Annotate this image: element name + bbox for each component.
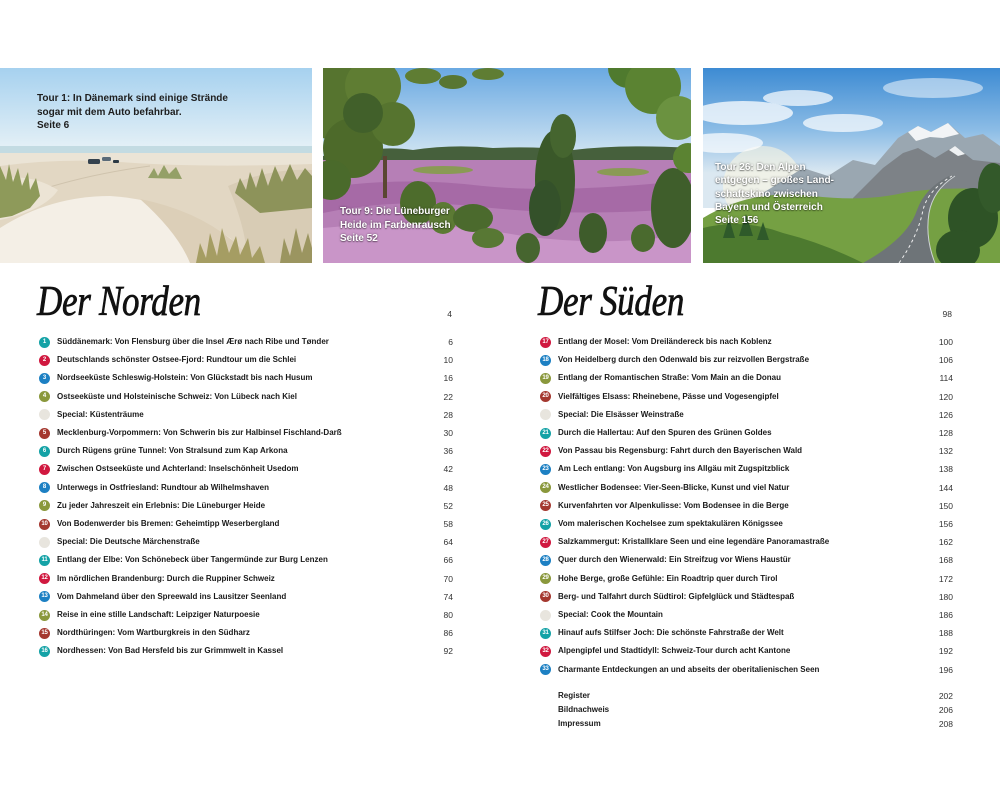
- car: [102, 157, 111, 161]
- toc-entry: [37, 442, 453, 460]
- caption-page-ref: Seite 52: [340, 233, 378, 244]
- entry-page-number: 106: [938, 355, 953, 366]
- tour-number-badge: 15: [39, 628, 50, 639]
- entry-title: Süddänemark: Von Flensburg über die Insel Ærø nach Ribe und Tønder: [57, 337, 329, 346]
- caption-page-ref: Seite 156: [715, 215, 759, 227]
- entry-page-number: 120: [938, 391, 953, 402]
- bush: [579, 213, 607, 253]
- entry-title: Mecklenburg-Vorpommern: Von Schwerin bis zur Halbinsel Fischland-Darß: [57, 428, 342, 437]
- entry-page-number: 114: [939, 373, 953, 384]
- tour-number-badge: 28: [540, 555, 551, 566]
- caption-line: Tour 9: Die Lüneburger: [340, 206, 450, 217]
- cloud: [803, 114, 883, 132]
- section-heading-sueden: Der Süden: [538, 278, 685, 325]
- tour-number-badge: 13: [39, 591, 50, 602]
- toc-entry: [538, 661, 953, 679]
- entry-page-number: 128: [938, 428, 953, 438]
- entry-page-number: 58: [443, 519, 453, 529]
- bush: [516, 233, 540, 263]
- toc-entry: [37, 570, 453, 588]
- toc-entry: [37, 333, 453, 351]
- toc-special-entry: [538, 606, 953, 624]
- photo-caption: [340, 205, 451, 246]
- entry-page-number: 138: [938, 464, 953, 475]
- entry-page-number: 22: [443, 391, 453, 402]
- tour-number-badge: 31: [540, 628, 551, 639]
- entry-page-number: 30: [443, 428, 453, 438]
- toc-appendix: [538, 689, 953, 731]
- caption-line: Tour 26: Den Alpen: [715, 162, 806, 173]
- entry-page-number: 66: [443, 555, 453, 566]
- entry-page-number: 100: [938, 337, 953, 347]
- toc-entry: [538, 351, 953, 369]
- toc-entry: [37, 515, 453, 533]
- tour-number-badge: 33: [540, 664, 551, 675]
- tour-number-badge: 11: [39, 555, 50, 566]
- photo-caption: [37, 92, 228, 133]
- toc-entry: [37, 424, 453, 442]
- tour-number-badge: 5: [39, 428, 50, 439]
- toc-entry: [538, 570, 953, 588]
- caption-line: Tour 1: In Dänemark sind einige Strände: [37, 93, 228, 104]
- toc-entry: [538, 551, 953, 569]
- entry-page-number: 208: [938, 719, 953, 729]
- caption-line: entgegen – großes Land-: [715, 175, 834, 187]
- entry-page-number: 28: [443, 409, 453, 420]
- entry-page-number: 192: [938, 646, 953, 657]
- entry-title: Zwischen Ostseeküste und Achterland: Inselschönheit Usedom: [57, 464, 299, 474]
- entry-title: Special: Die Deutsche Märchenstraße: [57, 537, 200, 547]
- toc-entry: [37, 479, 453, 497]
- toc-list-norden: [37, 333, 453, 663]
- bush: [631, 224, 655, 252]
- photo-beach-dunes: [0, 68, 312, 263]
- entry-title: Impressum: [558, 719, 601, 728]
- caption-line: schaftskino zwischen: [715, 188, 818, 200]
- toc-entry: [538, 624, 953, 642]
- section-page-number: 98: [942, 309, 952, 319]
- entry-title: Am Lech entlang: Von Augsburg ins Allgäu mit Zugspitzblick: [558, 464, 790, 474]
- entry-title: Berg- und Talfahrt durch Südtirol: Gipfelglück und Städtespaß: [558, 591, 795, 601]
- caption-line: sogar mit dem Auto befahrbar.: [37, 106, 182, 118]
- entry-title: Entlang der Mosel: Vom Dreiländereck bis nach Koblenz: [558, 337, 772, 346]
- entry-title: Von Passau bis Regensburg: Fahrt durch den Bayerischen Wald: [558, 446, 803, 456]
- entry-title: Unterwegs in Ostfriesland: Rundtour ab Wilhelmshaven: [57, 482, 269, 492]
- entry-page-number: 86: [443, 628, 453, 639]
- entry-title: Von Heidelberg durch den Odenwald bis zur reizvollen Bergstraße: [558, 355, 810, 365]
- entry-page-number: 6: [448, 337, 453, 347]
- tour-number-badge: 3: [39, 373, 50, 384]
- photo-alps-road: [703, 68, 1000, 263]
- grass-patch: [413, 166, 473, 174]
- toc-special-entry: [37, 533, 453, 551]
- tour-number-badge: 12: [39, 573, 50, 584]
- toc-entry: [538, 369, 953, 387]
- entry-page-number: 180: [938, 591, 953, 602]
- toc-entry: [538, 642, 953, 660]
- toc-entry: [37, 551, 453, 569]
- entry-title: Hohe Berge, große Gefühle: Ein Roadtrip quer durch Tirol: [558, 573, 778, 583]
- entry-title: Bildnachweis: [558, 705, 610, 714]
- tour-number-badge: 27: [540, 537, 551, 548]
- appendix-entry: [538, 717, 953, 731]
- tour-number-badge: 10: [39, 519, 50, 530]
- toc-entry: [37, 351, 453, 369]
- entry-page-number: 16: [443, 373, 453, 384]
- tour-number-badge: 32: [540, 646, 551, 657]
- tour-number-badge: 14: [39, 610, 50, 621]
- entry-page-number: 196: [938, 664, 953, 675]
- toc-entry: [538, 388, 953, 406]
- photo-caption: [715, 161, 834, 227]
- tour-number-badge: 21: [540, 428, 551, 439]
- entry-page-number: 42: [443, 464, 453, 475]
- tour-number-badge: 24: [540, 482, 551, 493]
- special-badge: [39, 409, 50, 420]
- juniper-top: [550, 114, 576, 158]
- entry-page-number: 80: [443, 610, 453, 620]
- entry-page-number: 186: [938, 610, 953, 620]
- entry-title: Durch Rügens grüne Tunnel: Von Stralsund zum Kap Arkona: [57, 446, 288, 456]
- entry-title: Vielfältiges Elsass: Rheinebene, Pässe und Vogesengipfel: [558, 391, 779, 401]
- cloud: [883, 78, 983, 98]
- appendix-entry: [538, 703, 953, 717]
- cloud: [763, 90, 833, 106]
- toc-entry: [538, 460, 953, 478]
- entry-title: Special: Küstenträume: [57, 409, 144, 419]
- entry-title: Im nördlichen Brandenburg: Durch die Ruppiner Schweiz: [57, 573, 275, 583]
- entry-title: Register: [558, 691, 591, 700]
- tour-number-badge: 30: [540, 591, 551, 602]
- car: [88, 159, 100, 164]
- tour-number-badge: 9: [39, 500, 50, 511]
- section-heading-norden: Der Norden: [37, 278, 201, 325]
- entry-page-number: 48: [443, 482, 453, 493]
- grass-patch: [597, 168, 649, 176]
- photo-heath: [323, 68, 691, 263]
- tour-number-badge: 16: [39, 646, 50, 657]
- toc-entry: [37, 606, 453, 624]
- entry-page-number: 156: [938, 519, 953, 529]
- toc-entry: [37, 460, 453, 478]
- entry-title: Zu jeder Jahreszeit ein Erlebnis: Die Lüneburger Heide: [57, 500, 266, 510]
- entry-title: Quer durch den Wienerwald: Ein Streifzug vor Wiens Haustür: [558, 555, 791, 565]
- tour-number-badge: 4: [39, 391, 50, 402]
- car: [113, 160, 119, 163]
- tour-number-badge: 18: [540, 355, 551, 366]
- entry-page-number: 172: [938, 573, 953, 584]
- toc-entry: [538, 497, 953, 515]
- toc-entry: [37, 624, 453, 642]
- toc-entry: [538, 588, 953, 606]
- tour-number-badge: 6: [39, 446, 50, 457]
- tour-number-badge: 8: [39, 482, 50, 493]
- toc-entry: [538, 515, 953, 533]
- entry-page-number: 168: [938, 555, 953, 566]
- appendix-entry: [538, 689, 953, 703]
- entry-title: Reise in eine stille Landschaft: Leipziger Naturpoesie: [57, 610, 260, 619]
- toc-special-entry: [37, 406, 453, 424]
- entry-title: Hinauf aufs Stilfser Joch: Die schönste Fahrstraße der Welt: [558, 628, 784, 638]
- leaves: [405, 68, 441, 84]
- caption-line: Heide im Farbenrausch: [340, 219, 451, 231]
- leaves: [439, 75, 467, 89]
- entry-page-number: 162: [938, 537, 953, 548]
- entry-page-number: 10: [443, 355, 453, 366]
- tour-number-badge: 7: [39, 464, 50, 475]
- entry-title: Durch die Hallertau: Auf den Spuren des Grünen Goldes: [558, 428, 772, 437]
- special-badge: [540, 409, 551, 420]
- entry-title: Deutschlands schönster Ostsee-Fjord: Rundtour um die Schlei: [57, 355, 297, 365]
- tour-number-badge: 2: [39, 355, 50, 366]
- entry-title: Nordthüringen: Vom Wartburgkreis in den Südharz: [57, 628, 250, 638]
- toc-list-sueden: [538, 333, 953, 681]
- entry-title: Vom malerischen Kochelsee zum spektakulären Königssee: [558, 519, 783, 528]
- entry-title: Nordseeküste Schleswig-Holstein: Von Glückstadt bis nach Husum: [57, 373, 313, 383]
- tour-number-badge: 20: [540, 391, 551, 402]
- section-page-number: 4: [447, 309, 452, 319]
- tour-number-badge: 26: [540, 519, 551, 530]
- tour-number-badge: 17: [540, 337, 551, 348]
- entry-title: Ostseeküste und Holsteinische Schweiz: Von Lübeck nach Kiel: [57, 391, 297, 401]
- entry-page-number: 188: [938, 628, 953, 639]
- toc-special-entry: [538, 406, 953, 424]
- entry-page-number: 150: [938, 500, 953, 511]
- toc-entry: [538, 333, 953, 351]
- entry-title: Entlang der Romantischen Straße: Vom Main an die Donau: [558, 373, 781, 383]
- tour-number-badge: 29: [540, 573, 551, 584]
- toc-entry: [37, 497, 453, 515]
- toc-entry: [37, 642, 453, 660]
- entry-page-number: 70: [443, 573, 453, 584]
- toc-entry: [37, 369, 453, 387]
- tree-trunk: [383, 156, 387, 198]
- entry-page-number: 74: [443, 591, 453, 602]
- entry-page-number: 206: [938, 705, 953, 715]
- toc-entry: [37, 588, 453, 606]
- bush: [453, 204, 493, 232]
- entry-page-number: 92: [443, 646, 453, 657]
- entry-title: Charmante Entdeckungen an und abseits der oberitalienischen Seen: [558, 664, 820, 674]
- tour-number-badge: 1: [39, 337, 50, 348]
- entry-title: Entlang der Elbe: Von Schönebeck über Tangermünde zur Burg Lenzen: [57, 555, 328, 565]
- entry-title: Special: Die Elsässer Weinstraße: [558, 409, 684, 419]
- sea: [0, 146, 312, 154]
- special-badge: [540, 610, 551, 621]
- entry-title: Nordhessen: Von Bad Hersfeld bis zur Grimmwelt in Kassel: [57, 646, 284, 656]
- caption-line: Bayern und Österreich: [715, 201, 823, 213]
- tour-number-badge: 23: [540, 464, 551, 475]
- tour-number-badge: 19: [540, 373, 551, 384]
- entry-page-number: 52: [443, 500, 453, 511]
- entry-title: Kurvenfahrten vor Alpenkulisse: Vom Bodensee in die Berge: [558, 500, 789, 510]
- entry-page-number: 126: [938, 409, 953, 420]
- bush: [472, 228, 504, 248]
- entry-title: Westlicher Bodensee: Vier-Seen-Blicke, Kunst und viel Natur: [558, 482, 790, 492]
- toc-entry: [538, 442, 953, 460]
- entry-page-number: 132: [938, 446, 953, 457]
- toc-entry: [538, 533, 953, 551]
- entry-page-number: 144: [938, 482, 953, 493]
- entry-page-number: 202: [938, 691, 953, 701]
- leaves: [472, 68, 504, 80]
- toc-entry: [538, 479, 953, 497]
- tree-canopy: [343, 93, 383, 133]
- special-badge: [39, 537, 50, 548]
- juniper-lower: [529, 180, 561, 236]
- entry-title: Salzkammergut: Kristallklare Seen und eine legendäre Panoramastraße: [558, 537, 830, 547]
- tour-number-badge: 22: [540, 446, 551, 457]
- entry-title: Alpengipfel und Stadtidyll: Schweiz-Tour durch acht Kantone: [558, 646, 791, 656]
- toc-entry: [37, 388, 453, 406]
- entry-title: Special: Cook the Mountain: [558, 610, 663, 619]
- entry-title: Vom Dahmeland über den Spreewald ins Lausitzer Seenland: [57, 591, 287, 601]
- caption-page-ref: Seite 6: [37, 120, 70, 131]
- tour-number-badge: 25: [540, 500, 551, 511]
- entry-page-number: 64: [443, 537, 453, 548]
- toc-entry: [538, 424, 953, 442]
- entry-title: Von Bodenwerder bis Bremen: Geheimtipp Weserbergland: [57, 519, 280, 528]
- entry-page-number: 36: [443, 446, 453, 457]
